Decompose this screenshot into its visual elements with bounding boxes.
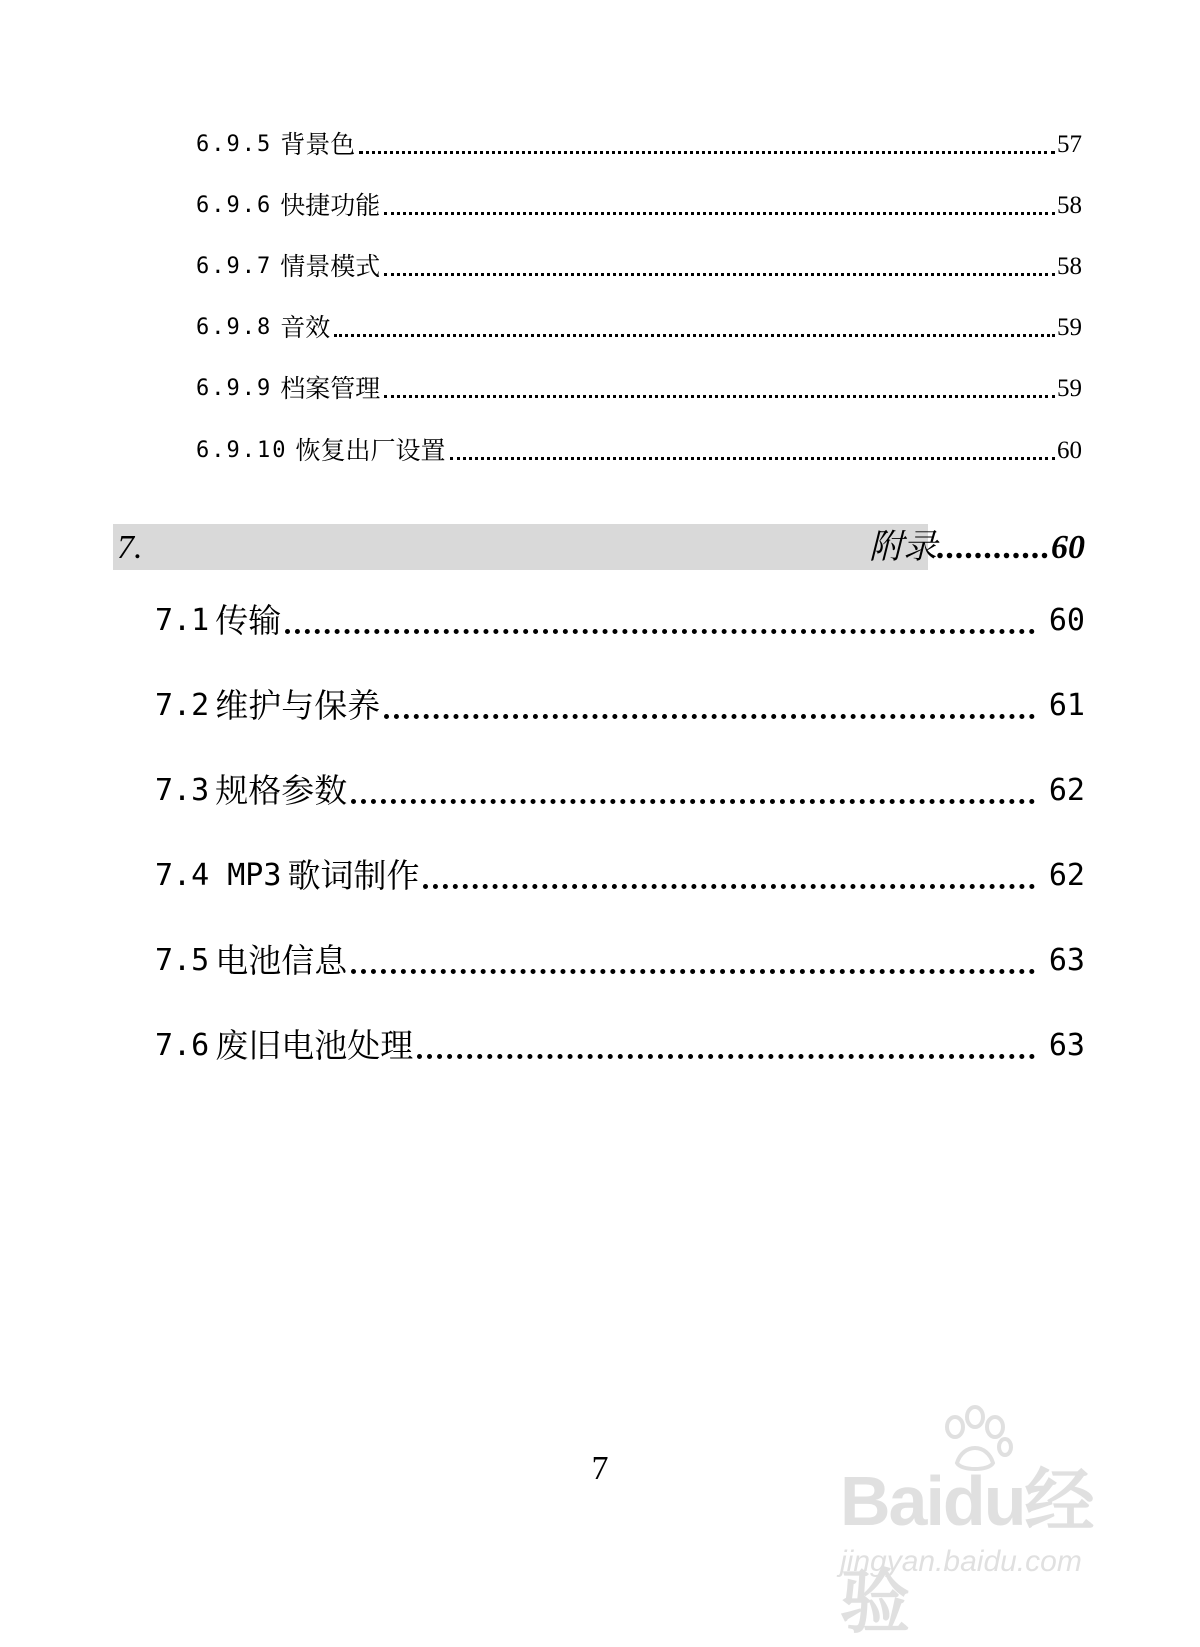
toc-entry-title: 音效 (280, 313, 331, 342)
toc-section[interactable] (155, 1023, 1085, 1069)
dot-leader (334, 334, 1055, 337)
toc-entry-title: 情景模式 (280, 252, 381, 281)
toc-section-title: 传输 (215, 601, 282, 640)
dot-leader (417, 1054, 1035, 1059)
toc-entry[interactable] (196, 311, 1082, 345)
toc-section-title: 废旧电池处理 (215, 1026, 414, 1065)
toc-entry-page: 58 (1057, 253, 1082, 280)
toc-section-title: 电池信息 (215, 941, 348, 980)
toc-section-page: 62 (1048, 773, 1085, 808)
chapter-title-group (869, 528, 1085, 568)
toc-entry-number: 6.9.5 (196, 132, 273, 157)
toc-entry-title: 恢复出厂设置 (295, 436, 446, 465)
dot-leader (384, 714, 1035, 719)
chapter-heading[interactable] (113, 524, 1085, 570)
toc-section-page: 60 (1048, 603, 1085, 638)
toc-entry-page: 60 (1057, 437, 1082, 464)
toc-entry-page: 59 (1057, 314, 1082, 341)
baidu-watermark (840, 1405, 1130, 1641)
toc-entry-number: 6.9.7 (196, 254, 273, 279)
toc-section[interactable] (155, 768, 1085, 814)
dot-leader (359, 151, 1055, 154)
dot-leader (384, 212, 1055, 215)
chapter-number: 7. (117, 529, 143, 566)
chapter-title: 附录 (869, 529, 937, 566)
chapter-dot-leader: ............ (937, 529, 1051, 566)
toc-entry-number: 6.9.6 (196, 193, 273, 218)
toc-section-page: 63 (1048, 943, 1085, 978)
toc-entry-title: 档案管理 (280, 374, 381, 403)
toc-section-page: 62 (1048, 858, 1085, 893)
toc-entry-title: 背景色 (280, 130, 356, 159)
toc-entry[interactable] (196, 372, 1082, 406)
toc-section-number: 7.3 (155, 773, 210, 808)
toc-section-title: 规格参数 (215, 771, 348, 810)
toc-section-page: 61 (1048, 688, 1085, 723)
toc-section-page: 63 (1048, 1028, 1085, 1063)
toc-section[interactable] (155, 938, 1085, 984)
toc-entry-page: 59 (1057, 375, 1082, 402)
dot-leader (351, 969, 1035, 974)
toc-entry[interactable] (196, 250, 1082, 284)
toc-entry[interactable] (196, 434, 1082, 468)
page-number: 7 (591, 1450, 609, 1487)
toc-section[interactable] (155, 683, 1085, 729)
toc-entry-title: 快捷功能 (280, 191, 381, 220)
toc-entry-number: 6.9.9 (196, 376, 273, 401)
dot-leader (285, 629, 1035, 634)
dot-leader (384, 273, 1055, 276)
toc-section-number: 7.2 (155, 688, 210, 723)
toc-section-title: 歌词制作 (287, 856, 420, 895)
toc-entry[interactable] (196, 189, 1082, 223)
chapter-page: 60 (1051, 529, 1085, 566)
toc-section[interactable] (155, 598, 1085, 644)
toc-section[interactable] (155, 853, 1085, 899)
toc-entry-number: 6.9.8 (196, 315, 273, 340)
toc-section-number: 7.4 MP3 (155, 858, 282, 893)
toc-section-number: 7.5 (155, 943, 210, 978)
dot-leader (351, 799, 1035, 804)
dot-leader (450, 457, 1056, 460)
watermark-logo: Baidu经验 (840, 1462, 1093, 1641)
toc-section-title: 维护与保养 (215, 686, 381, 725)
watermark-url: jingyan.baidu.com (840, 1545, 1082, 1578)
toc-section-number: 7.6 (155, 1028, 210, 1063)
toc-entry-page: 57 (1057, 131, 1082, 158)
toc-entry-page: 58 (1057, 192, 1082, 219)
dot-leader (423, 884, 1034, 889)
toc-entry-number: 6.9.10 (196, 438, 288, 463)
toc-entry[interactable] (196, 128, 1082, 162)
dot-leader (384, 395, 1055, 398)
chapter-highlight-band (113, 524, 928, 570)
toc-section-number: 7.1 (155, 603, 210, 638)
